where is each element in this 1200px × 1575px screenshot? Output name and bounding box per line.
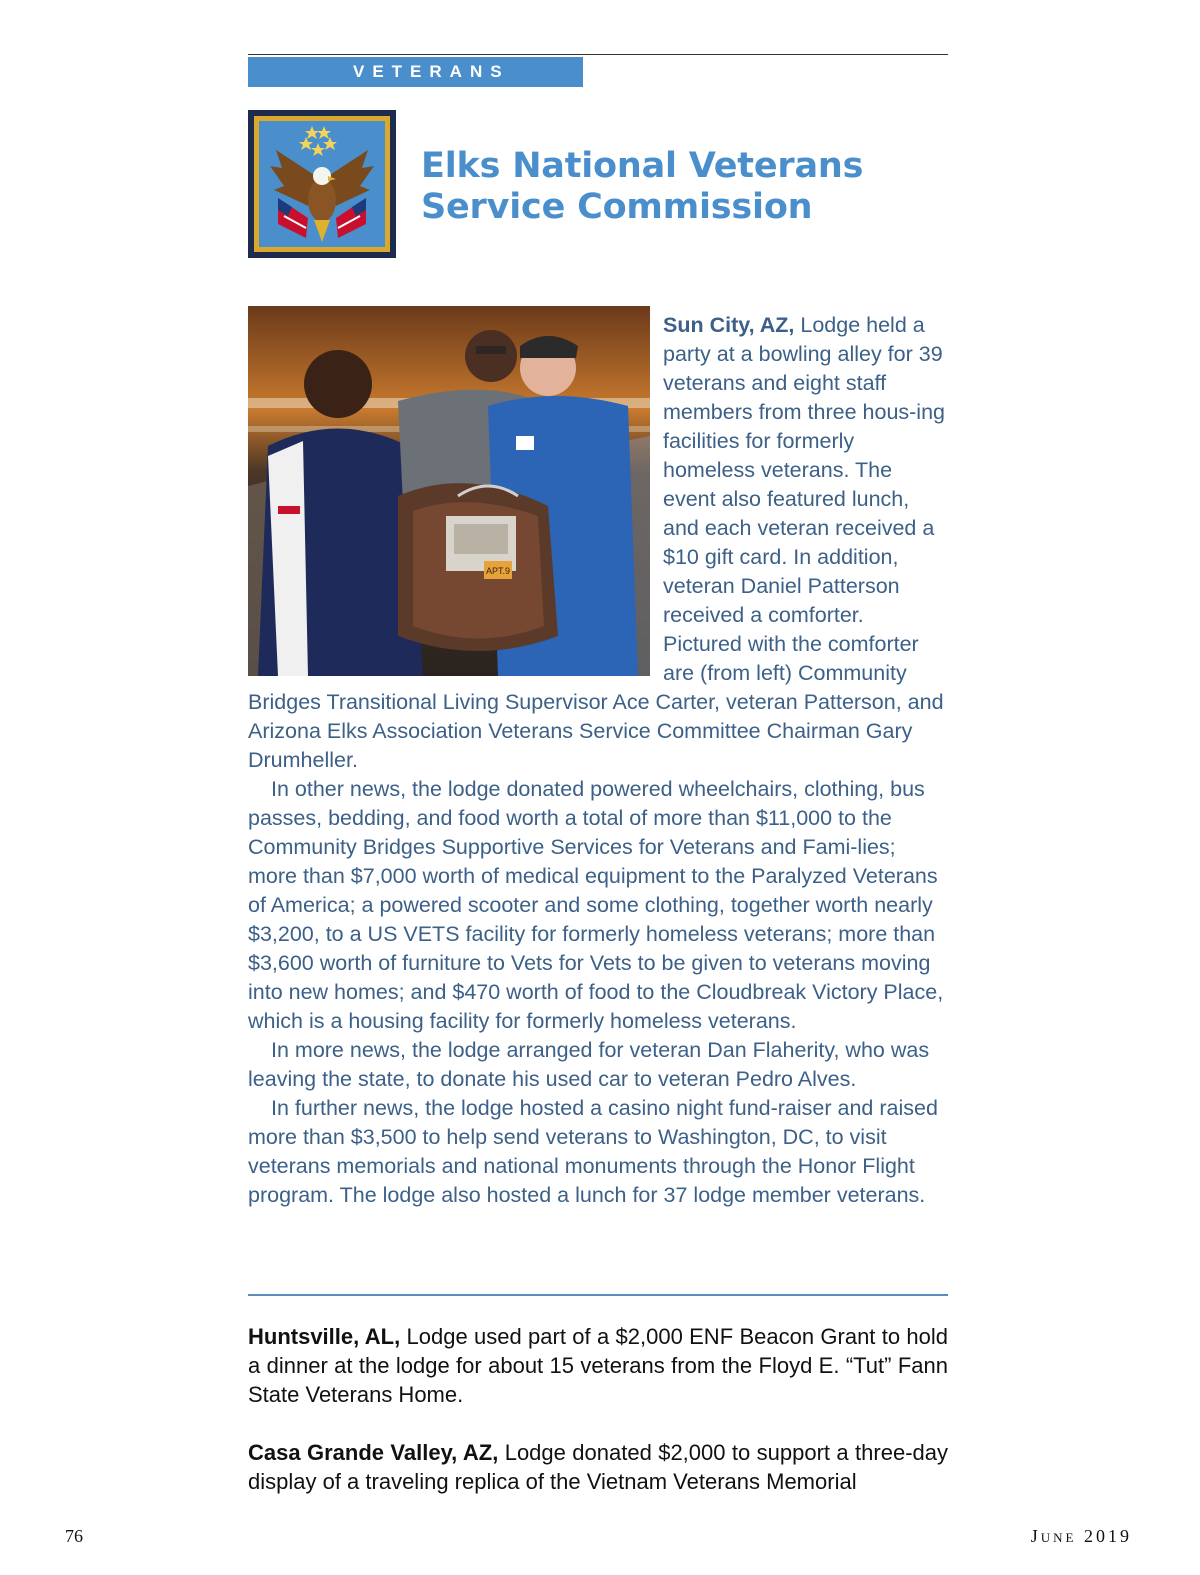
article-casa-grande — [248, 1438, 948, 1496]
article-paragraph-3: In more news, the lodge arranged for veteran Dan Flaherity, who was leaving the state, to donate his used car to veteran Pedro Alves. — [248, 1038, 930, 1091]
section-divider — [248, 1294, 948, 1296]
title-line-2: Service Commission — [421, 187, 813, 227]
article-huntsville-text: Lodge used part of a $2,000 ENF Beacon Grant to hold a dinner at the lodge for about 15 veterans from the Floyd E. “Tut” Fann State Veterans Home. — [248, 1324, 949, 1407]
section-tab: VETERANS — [248, 57, 583, 87]
top-rule — [248, 54, 948, 55]
title-line-1: Elks National Veterans — [421, 146, 864, 186]
article-sun-city — [248, 311, 948, 1210]
photo-wrap-spacer — [248, 311, 663, 677]
article-p1-text: Lodge held a party at a bowling alley for 39 veterans and eight staff members from three hous-ing facilities for formerly homeless veterans. The event also featured lunch, and each veteran received a $10 gift card. In addition, veteran Daniel Patterson received a comforter. Pictured with the comforter are (from left) Community Bridges Transitional Living Supervisor Ace Carter, veteran Patterson, and Arizona Elks Association Veterans Service Committee Chairman Gary Drumheller. — [248, 313, 945, 772]
page-title — [421, 146, 863, 228]
article-paragraph-4: In further news, the lodge hosted a casino night fund-raiser and raised more than $3,500 to help send veterans to Washington, DC, to visit veterans memorials and national monuments through the Honor Flight program. The lodge also hosted a lunch for 37 lodge member veterans. — [248, 1096, 938, 1207]
issue-date: June 2019 — [1030, 1526, 1132, 1546]
article-lead-huntsville: Huntsville, AL, — [248, 1324, 401, 1349]
article-paragraph-2: In other news, the lodge donated powered wheelchairs, clothing, bus passes, bedding, and food worth a total of more than $11,000 to the Community Bridges Supportive Services for Veterans and Fami-lies; more than $7,000 worth of medical equipment to the Paralyzed Veterans of America; a powered scooter and some clothing, together worth nearly $3,200, to a US VETS facility for formerly homeless veterans; more than $3,600 worth of furniture to Vets for Vets to be given to veterans moving into new homes; and $470 worth of food to the Cloudbreak Victory Place, which is a housing facility for formerly homeless veterans. — [248, 777, 944, 1033]
photo-package-label: APT.9 — [486, 566, 511, 576]
veterans-eagle-logo — [248, 110, 396, 258]
article-lead-casa-grande: Casa Grande Valley, AZ, — [248, 1440, 499, 1465]
article-huntsville — [248, 1322, 948, 1409]
article-lead-sun-city: Sun City, AZ, — [663, 313, 795, 337]
page-number: 76 — [65, 1526, 83, 1546]
article-casa-grande-text: Lodge donated $2,000 to support a three-day display of a traveling replica of the Vietnam Veterans Memorial — [248, 1440, 948, 1494]
